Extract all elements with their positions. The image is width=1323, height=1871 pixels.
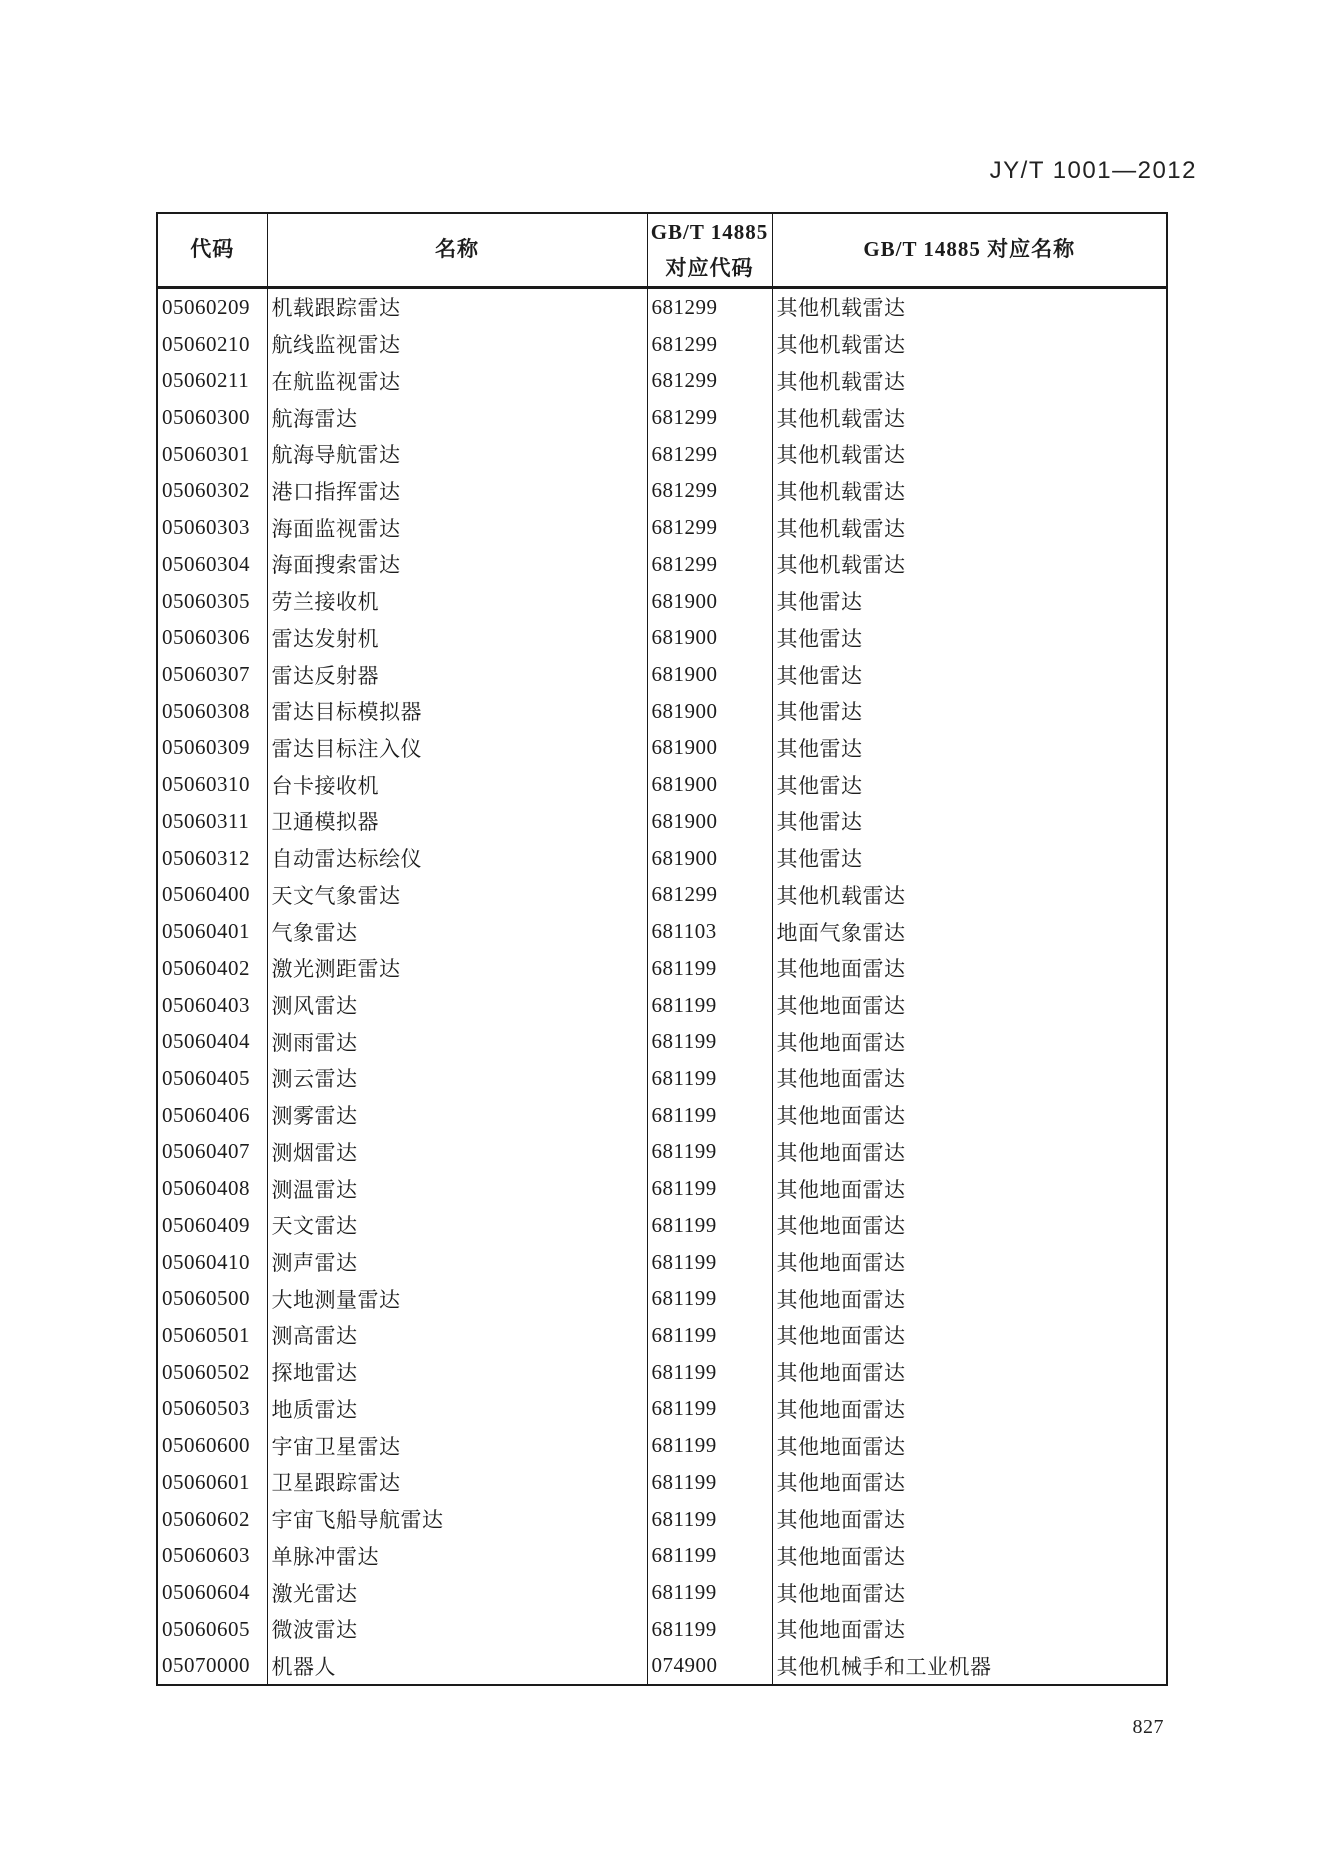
cell-code: 05060600 <box>157 1427 267 1464</box>
cell-gbt-code: 681299 <box>647 288 772 326</box>
cell-code: 05060603 <box>157 1537 267 1574</box>
table-row <box>157 288 1167 326</box>
cell-name: 机器人 <box>267 1648 647 1686</box>
cell-code: 05060402 <box>157 950 267 987</box>
cell-gbt-name: 其他地面雷达 <box>772 1354 1167 1391</box>
table-row <box>157 1501 1167 1538</box>
cell-gbt-name: 其他地面雷达 <box>772 1464 1167 1501</box>
table-row <box>157 950 1167 987</box>
cell-name: 雷达目标注入仪 <box>267 730 647 767</box>
cell-gbt-name: 其他地面雷达 <box>772 1611 1167 1648</box>
cell-name: 测高雷达 <box>267 1317 647 1354</box>
cell-gbt-name: 其他地面雷达 <box>772 950 1167 987</box>
cell-gbt-name: 其他地面雷达 <box>772 1317 1167 1354</box>
cell-gbt-code: 681199 <box>647 1317 772 1354</box>
table-row <box>157 803 1167 840</box>
table-row <box>157 1097 1167 1134</box>
table-row <box>157 693 1167 730</box>
cell-code: 05060312 <box>157 840 267 877</box>
table-row <box>157 766 1167 803</box>
cell-name: 天文雷达 <box>267 1207 647 1244</box>
cell-gbt-name: 其他机载雷达 <box>772 436 1167 473</box>
cell-code: 05060210 <box>157 326 267 363</box>
cell-name: 测声雷达 <box>267 1244 647 1281</box>
cell-gbt-code: 681900 <box>647 656 772 693</box>
cell-name: 激光雷达 <box>267 1574 647 1611</box>
cell-code: 05060501 <box>157 1317 267 1354</box>
cell-gbt-name: 其他雷达 <box>772 766 1167 803</box>
cell-gbt-name: 其他机载雷达 <box>772 877 1167 914</box>
cell-gbt-code: 681900 <box>647 619 772 656</box>
cell-gbt-code: 681299 <box>647 362 772 399</box>
cell-code: 05060305 <box>157 583 267 620</box>
cell-gbt-name: 其他地面雷达 <box>772 1574 1167 1611</box>
cell-gbt-code: 681299 <box>647 546 772 583</box>
cell-code: 05060308 <box>157 693 267 730</box>
table-row <box>157 1280 1167 1317</box>
table-row <box>157 1611 1167 1648</box>
cell-gbt-name: 其他地面雷达 <box>772 1207 1167 1244</box>
cell-code: 05060404 <box>157 1023 267 1060</box>
table-row <box>157 840 1167 877</box>
cell-gbt-code: 681299 <box>647 877 772 914</box>
table-row <box>157 1207 1167 1244</box>
cell-gbt-name: 其他地面雷达 <box>772 1023 1167 1060</box>
cell-code: 05060209 <box>157 288 267 326</box>
table-row <box>157 1354 1167 1391</box>
cell-gbt-name: 其他雷达 <box>772 656 1167 693</box>
cell-name: 激光测距雷达 <box>267 950 647 987</box>
cell-name: 台卡接收机 <box>267 766 647 803</box>
col-header-gbt-code <box>647 213 772 288</box>
table-row <box>157 1060 1167 1097</box>
cell-gbt-code: 681199 <box>647 1170 772 1207</box>
table-row <box>157 1537 1167 1574</box>
cell-gbt-name: 其他机载雷达 <box>772 546 1167 583</box>
cell-name: 航线监视雷达 <box>267 326 647 363</box>
cell-gbt-code: 681299 <box>647 436 772 473</box>
cell-code: 05060400 <box>157 877 267 914</box>
cell-gbt-name: 其他机载雷达 <box>772 473 1167 510</box>
table-row <box>157 1170 1167 1207</box>
cell-code: 05060310 <box>157 766 267 803</box>
cell-name: 宇宙卫星雷达 <box>267 1427 647 1464</box>
cell-name: 测雾雷达 <box>267 1097 647 1134</box>
col-header-gbt-name: GB/T 14885 对应名称 <box>772 213 1167 288</box>
col-header-gbt-code-line2: 对应代码 <box>665 256 754 280</box>
table-row <box>157 913 1167 950</box>
cell-name: 测温雷达 <box>267 1170 647 1207</box>
cell-code: 05060406 <box>157 1097 267 1134</box>
cell-gbt-name: 其他机械手和工业机器 <box>772 1648 1167 1686</box>
table-header <box>157 213 1167 288</box>
cell-code: 05060410 <box>157 1244 267 1281</box>
cell-gbt-code: 681299 <box>647 399 772 436</box>
cell-gbt-name: 其他机载雷达 <box>772 399 1167 436</box>
cell-name: 机载跟踪雷达 <box>267 288 647 326</box>
cell-name: 天文气象雷达 <box>267 877 647 914</box>
cell-gbt-code: 681199 <box>647 1391 772 1428</box>
cell-gbt-code: 681199 <box>647 1574 772 1611</box>
cell-gbt-code: 681900 <box>647 730 772 767</box>
cell-name: 雷达目标模拟器 <box>267 693 647 730</box>
cell-gbt-code: 681299 <box>647 509 772 546</box>
table-row <box>157 730 1167 767</box>
cell-gbt-code: 681299 <box>647 473 772 510</box>
cell-name: 劳兰接收机 <box>267 583 647 620</box>
table-row <box>157 656 1167 693</box>
cell-gbt-name: 其他地面雷达 <box>772 1060 1167 1097</box>
cell-gbt-code: 681199 <box>647 1060 772 1097</box>
cell-code: 05060408 <box>157 1170 267 1207</box>
table-body <box>157 288 1167 1686</box>
cell-gbt-name: 其他机载雷达 <box>772 326 1167 363</box>
cell-gbt-name: 其他雷达 <box>772 803 1167 840</box>
table-row <box>157 987 1167 1024</box>
cell-name: 港口指挥雷达 <box>267 473 647 510</box>
cell-code: 05060401 <box>157 913 267 950</box>
cell-name: 航海雷达 <box>267 399 647 436</box>
cell-code: 05060311 <box>157 803 267 840</box>
cell-gbt-code: 681299 <box>647 326 772 363</box>
table-row <box>157 1427 1167 1464</box>
table-row <box>157 583 1167 620</box>
cell-name: 雷达反射器 <box>267 656 647 693</box>
cell-code: 05060605 <box>157 1611 267 1648</box>
table-row <box>157 1391 1167 1428</box>
cell-code: 05060502 <box>157 1354 267 1391</box>
cell-gbt-name: 其他地面雷达 <box>772 1501 1167 1538</box>
table-row <box>157 1317 1167 1354</box>
cell-name: 卫星跟踪雷达 <box>267 1464 647 1501</box>
cell-name: 雷达发射机 <box>267 619 647 656</box>
cell-name: 卫通模拟器 <box>267 803 647 840</box>
cell-name: 航海导航雷达 <box>267 436 647 473</box>
table-row <box>157 1464 1167 1501</box>
cell-gbt-code: 681199 <box>647 1207 772 1244</box>
cell-gbt-code: 681900 <box>647 803 772 840</box>
cell-name: 海面监视雷达 <box>267 509 647 546</box>
cell-code: 05060409 <box>157 1207 267 1244</box>
cell-code: 05060303 <box>157 509 267 546</box>
cell-name: 地质雷达 <box>267 1391 647 1428</box>
cell-code: 05060301 <box>157 436 267 473</box>
cell-gbt-code: 681900 <box>647 766 772 803</box>
cell-gbt-code: 681199 <box>647 950 772 987</box>
table-row <box>157 1648 1167 1686</box>
header-row <box>157 213 1167 288</box>
cell-gbt-code: 681199 <box>647 1354 772 1391</box>
cell-gbt-code: 681103 <box>647 913 772 950</box>
cell-gbt-name: 其他雷达 <box>772 730 1167 767</box>
cell-code: 05060309 <box>157 730 267 767</box>
table-row <box>157 509 1167 546</box>
col-header-gbt-code-line1: GB/T 14885 <box>650 220 769 244</box>
col-header-code: 代码 <box>157 213 267 288</box>
cell-gbt-code: 681199 <box>647 1134 772 1171</box>
cell-name: 探地雷达 <box>267 1354 647 1391</box>
cell-gbt-name: 其他地面雷达 <box>772 1097 1167 1134</box>
cell-gbt-name: 其他地面雷达 <box>772 1244 1167 1281</box>
cell-gbt-name: 其他雷达 <box>772 840 1167 877</box>
cell-code: 05060604 <box>157 1574 267 1611</box>
cell-name: 测雨雷达 <box>267 1023 647 1060</box>
cell-gbt-code: 681199 <box>647 1501 772 1538</box>
cell-gbt-code: 681199 <box>647 1280 772 1317</box>
table-row <box>157 1134 1167 1171</box>
cell-gbt-code: 074900 <box>647 1648 772 1686</box>
cell-gbt-name: 其他地面雷达 <box>772 1170 1167 1207</box>
cell-gbt-name: 其他机载雷达 <box>772 288 1167 326</box>
cell-code: 05060211 <box>157 362 267 399</box>
cell-gbt-name: 其他雷达 <box>772 693 1167 730</box>
cell-gbt-code: 681199 <box>647 987 772 1024</box>
table-row <box>157 473 1167 510</box>
table-row <box>157 1244 1167 1281</box>
cell-gbt-code: 681199 <box>647 1537 772 1574</box>
cell-code: 05070000 <box>157 1648 267 1686</box>
table-row <box>157 619 1167 656</box>
cell-gbt-code: 681199 <box>647 1611 772 1648</box>
cell-name: 测云雷达 <box>267 1060 647 1097</box>
cell-gbt-name: 其他地面雷达 <box>772 1391 1167 1428</box>
cell-gbt-name: 地面气象雷达 <box>772 913 1167 950</box>
cell-gbt-name: 其他地面雷达 <box>772 1537 1167 1574</box>
code-mapping-table <box>156 212 1168 1686</box>
table-row <box>157 362 1167 399</box>
cell-gbt-code: 681199 <box>647 1244 772 1281</box>
table-row <box>157 326 1167 363</box>
cell-name: 在航监视雷达 <box>267 362 647 399</box>
cell-code: 05060500 <box>157 1280 267 1317</box>
table-row <box>157 436 1167 473</box>
cell-name: 气象雷达 <box>267 913 647 950</box>
cell-code: 05060503 <box>157 1391 267 1428</box>
cell-gbt-name: 其他地面雷达 <box>772 1280 1167 1317</box>
cell-gbt-code: 681199 <box>647 1097 772 1134</box>
cell-code: 05060302 <box>157 473 267 510</box>
cell-name: 测烟雷达 <box>267 1134 647 1171</box>
cell-name: 微波雷达 <box>267 1611 647 1648</box>
cell-code: 05060602 <box>157 1501 267 1538</box>
cell-gbt-name: 其他地面雷达 <box>772 1427 1167 1464</box>
cell-gbt-name: 其他地面雷达 <box>772 1134 1167 1171</box>
page-number: 827 <box>1132 1716 1164 1738</box>
table-row <box>157 877 1167 914</box>
cell-gbt-code: 681199 <box>647 1427 772 1464</box>
cell-gbt-name: 其他雷达 <box>772 583 1167 620</box>
cell-name: 测风雷达 <box>267 987 647 1024</box>
cell-name: 自动雷达标绘仪 <box>267 840 647 877</box>
table-row <box>157 1023 1167 1060</box>
doc-reference: JY/T 1001—2012 <box>989 157 1197 184</box>
col-header-name: 名称 <box>267 213 647 288</box>
table-row <box>157 399 1167 436</box>
cell-name: 大地测量雷达 <box>267 1280 647 1317</box>
cell-code: 05060304 <box>157 546 267 583</box>
cell-name: 单脉冲雷达 <box>267 1537 647 1574</box>
cell-code: 05060407 <box>157 1134 267 1171</box>
cell-gbt-name: 其他雷达 <box>772 619 1167 656</box>
cell-code: 05060405 <box>157 1060 267 1097</box>
cell-gbt-code: 681900 <box>647 840 772 877</box>
cell-name: 海面搜索雷达 <box>267 546 647 583</box>
cell-code: 05060403 <box>157 987 267 1024</box>
cell-code: 05060601 <box>157 1464 267 1501</box>
table-row <box>157 546 1167 583</box>
cell-gbt-code: 681199 <box>647 1464 772 1501</box>
cell-name: 宇宙飞船导航雷达 <box>267 1501 647 1538</box>
cell-gbt-name: 其他机载雷达 <box>772 362 1167 399</box>
cell-code: 05060306 <box>157 619 267 656</box>
cell-gbt-code: 681199 <box>647 1023 772 1060</box>
table-row <box>157 1574 1167 1611</box>
cell-code: 05060307 <box>157 656 267 693</box>
cell-code: 05060300 <box>157 399 267 436</box>
cell-gbt-name: 其他机载雷达 <box>772 509 1167 546</box>
cell-gbt-name: 其他地面雷达 <box>772 987 1167 1024</box>
cell-gbt-code: 681900 <box>647 583 772 620</box>
cell-gbt-code: 681900 <box>647 693 772 730</box>
